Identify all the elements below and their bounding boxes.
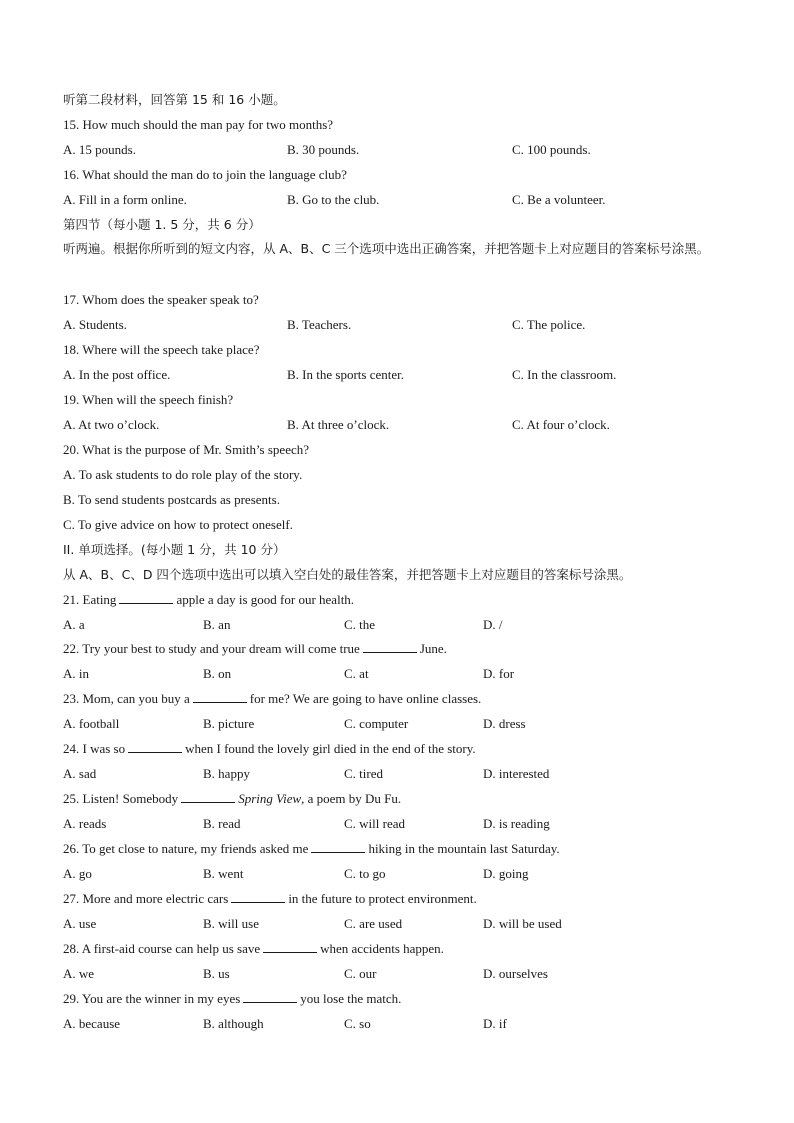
q20-option-a: A. To ask students to do role play of the story.	[63, 467, 303, 482]
question-20-stem: 20. What is the purpose of Mr. Smith’s speech?	[63, 442, 310, 457]
q27-option-d: D. will be used	[483, 916, 562, 931]
q20-option-c: C. To give advice on how to protect oneself.	[63, 517, 293, 532]
question-22-stem: 22. Try your best to study and your dream will come true June.	[63, 641, 447, 656]
q22-option-b: B. on	[203, 666, 232, 681]
q23-option-c: C. computer	[344, 716, 409, 731]
q16-option-a: A. Fill in a form online.	[63, 192, 187, 207]
q27-option-c: C. are used	[344, 916, 403, 931]
q26-option-d: D. going	[483, 866, 529, 881]
question-29-stem: 29. You are the winner in my eyes you lose the match.	[63, 991, 402, 1006]
q28-option-a: A. we	[63, 966, 95, 981]
q24-option-a: A. sad	[63, 766, 97, 781]
q26-option-a: A. go	[63, 866, 92, 881]
q25-option-a: A. reads	[63, 816, 107, 831]
answer-blank	[311, 841, 365, 853]
q29-option-b: B. although	[203, 1016, 264, 1031]
q18-option-b: B. In the sports center.	[287, 367, 404, 382]
q29-option-c: C. so	[344, 1016, 371, 1031]
answer-blank	[363, 641, 417, 653]
q22-option-a: A. in	[63, 666, 89, 681]
section-2-instructions: 从 A、B、C、D 四个选项中选出可以填入空白处的最佳答案，并把答题卡上对应题目的答案标号涂黑。	[63, 567, 632, 582]
q15-option-b: B. 30 pounds.	[287, 142, 360, 157]
question-19-stem: 19. When will the speech finish?	[63, 392, 234, 407]
q19-option-c: C. At four o’clock.	[512, 417, 610, 432]
q27-option-a: A. use	[63, 916, 97, 931]
q24-option-c: C. tired	[344, 766, 383, 781]
q16-option-b: B. Go to the club.	[287, 192, 380, 207]
answer-blank	[181, 791, 235, 803]
section-intro: 听第二段材料，回答第 15 和 16 小题。	[63, 92, 286, 107]
q28-option-d: D. ourselves	[483, 966, 548, 981]
q28-option-c: C. our	[344, 966, 377, 981]
q25-option-d: D. is reading	[483, 816, 550, 831]
q17-option-a: A. Students.	[63, 317, 127, 332]
q21-option-b: B. an	[203, 617, 231, 632]
question-23-stem: 23. Mom, can you buy a for me? We are going to have online classes.	[63, 691, 482, 706]
q17-option-b: B. Teachers.	[287, 317, 352, 332]
q29-option-d: D. if	[483, 1016, 507, 1031]
question-27-stem: 27. More and more electric cars in the future to protect environment.	[63, 891, 477, 906]
q22-option-c: C. at	[344, 666, 369, 681]
question-26-stem: 26. To get close to nature, my friends asked me hiking in the mountain last Saturday.	[63, 841, 560, 856]
q19-option-b: B. At three o’clock.	[287, 417, 390, 432]
answer-blank	[243, 991, 297, 1003]
q18-option-a: A. In the post office.	[63, 367, 171, 382]
poem-title: Spring View	[238, 791, 302, 806]
question-25-stem: 25. Listen! Somebody Spring View, a poem by Du Fu.	[63, 791, 402, 806]
q26-option-c: C. to go	[344, 866, 386, 881]
question-15-stem: 15. How much should the man pay for two months?	[63, 117, 334, 132]
q21-option-a: A. a	[63, 617, 85, 632]
q18-option-c: C. In the classroom.	[512, 367, 617, 382]
q28-option-b: B. us	[203, 966, 230, 981]
question-24-stem: 24. I was so when I found the lovely girl died in the end of the story.	[63, 741, 476, 756]
answer-blank	[193, 691, 247, 703]
section-4-title: 第四节（每小题 1. 5 分，共 6 分）	[63, 217, 261, 232]
q16-option-c: C. Be a volunteer.	[512, 192, 606, 207]
q17-option-c: C. The police.	[512, 317, 586, 332]
q25-option-c: C. will read	[344, 816, 406, 831]
section-4-instructions: 听两遍。根据你所听到的短文内容，从 A、B、C 三个选项中选出正确答案，并把答题卡上对应题目的答案标号涂黑。	[63, 241, 710, 256]
question-21-stem: 21. Eating apple a day is good for our health.	[63, 592, 355, 607]
q22-option-d: D. for	[483, 666, 515, 681]
q29-option-a: A. because	[63, 1016, 121, 1031]
q23-option-b: B. picture	[203, 716, 255, 731]
q24-option-d: D. interested	[483, 766, 550, 781]
q25-option-b: B. read	[203, 816, 241, 831]
question-28-stem: 28. A first-aid course can help us save when accidents happen.	[63, 941, 444, 956]
q23-option-a: A. football	[63, 716, 120, 731]
answer-blank	[231, 891, 285, 903]
q24-option-b: B. happy	[203, 766, 250, 781]
section-2-title: II. 单项选择。(每小题 1 分，共 10 分）	[63, 542, 286, 557]
q23-option-d: D. dress	[483, 716, 526, 731]
q20-option-b: B. To send students postcards as presents.	[63, 492, 280, 507]
answer-blank	[128, 741, 182, 753]
question-18-stem: 18. Where will the speech take place?	[63, 342, 260, 357]
q21-option-d: D. /	[483, 617, 503, 632]
answer-blank	[263, 941, 317, 953]
q15-option-c: C. 100 pounds.	[512, 142, 591, 157]
q26-option-b: B. went	[203, 866, 244, 881]
answer-blank	[119, 592, 173, 604]
question-16-stem: 16. What should the man do to join the language club?	[63, 167, 347, 182]
q21-option-c: C. the	[344, 617, 376, 632]
question-17-stem: 17. Whom does the speaker speak to?	[63, 292, 259, 307]
q27-option-b: B. will use	[203, 916, 259, 931]
q19-option-a: A. At two o’clock.	[63, 417, 160, 432]
q15-option-a: A. 15 pounds.	[63, 142, 136, 157]
